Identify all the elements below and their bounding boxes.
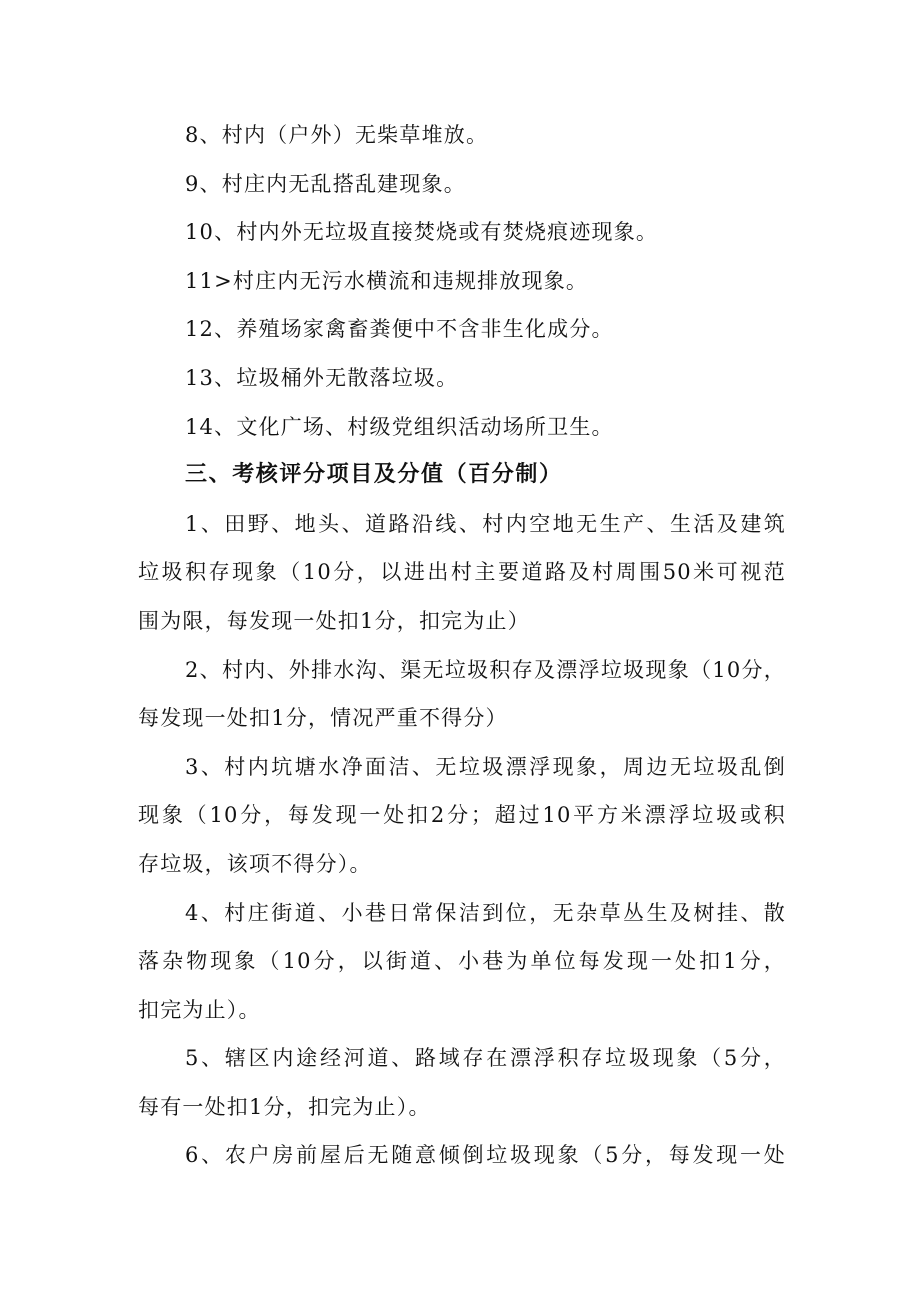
scoring-item-6 — [138, 1136, 786, 1185]
list-item-8: 8、村内（户外）无柴草堆放。 — [185, 123, 489, 147]
scoring-item-3 — [138, 748, 786, 894]
scoring-item-line: 扣完为止）。 — [138, 997, 261, 1022]
scoring-item-line: 垃圾积存现象（10分，以进出村主要道路及村周围50米可视范 — [138, 560, 786, 585]
section-heading: 三、考核评分项目及分值（百分制） — [185, 462, 563, 488]
scoring-item-line: 每有一处扣1分，扣完为止）。 — [138, 1094, 431, 1119]
scoring-item-line: 6、农户房前屋后无随意倾倒垃圾现象（5分，每发现一处 — [185, 1143, 786, 1168]
list-item-13: 13、垃圾桶外无散落垃圾。 — [185, 365, 459, 390]
scoring-item-4 — [138, 894, 786, 1040]
list-item-12: 12、养殖场家禽畜粪便中不含非生化成分。 — [185, 317, 614, 342]
list-item-11: 11>村庄内无污水横流和违规排放现象。 — [185, 268, 589, 293]
scoring-item-line: 存垃圾，该项不得分）。 — [138, 851, 372, 876]
list-item-10: 10、村内外无垃圾直接焚烧或有焚烧痕迹现象。 — [185, 220, 659, 245]
scoring-item-line: 落杂物现象（10分，以街道、小巷为单位每发现一处扣1分， — [138, 949, 786, 974]
scoring-item-line: 每发现一处扣1分，情况严重不得分） — [138, 706, 508, 731]
document-body — [138, 116, 786, 1185]
scoring-item-line: 现象（10分，每发现一处扣2分；超过10平方米漂浮垃圾或积 — [138, 803, 786, 828]
scoring-item-line: 围为限，每发现一处扣1分，扣完为止） — [138, 608, 530, 633]
scoring-item-line: 5、辖区内途经河道、路域存在漂浮积存垃圾现象（5分， — [185, 1046, 786, 1071]
scoring-item-line: 1、田野、地头、道路沿线、村内空地无生产、生活及建筑 — [185, 511, 786, 536]
scoring-item-2 — [138, 651, 786, 748]
scoring-item-line: 4、村庄街道、小巷日常保洁到位，无杂草丛生及树挂、散 — [185, 900, 786, 925]
scoring-item-line: 2、村内、外排水沟、渠无垃圾积存及漂浮垃圾现象（10分， — [185, 657, 786, 682]
scoring-item-5 — [138, 1039, 786, 1136]
scoring-item-line: 3、村内坑塘水净面洁、无垃圾漂浮现象，周边无垃圾乱倒 — [185, 754, 786, 779]
scoring-item-1 — [138, 505, 786, 651]
list-item-9: 9、村庄内无乱搭乱建现象。 — [185, 171, 466, 196]
list-item-14: 14、文化广场、村级党组织活动场所卫生。 — [185, 414, 614, 439]
